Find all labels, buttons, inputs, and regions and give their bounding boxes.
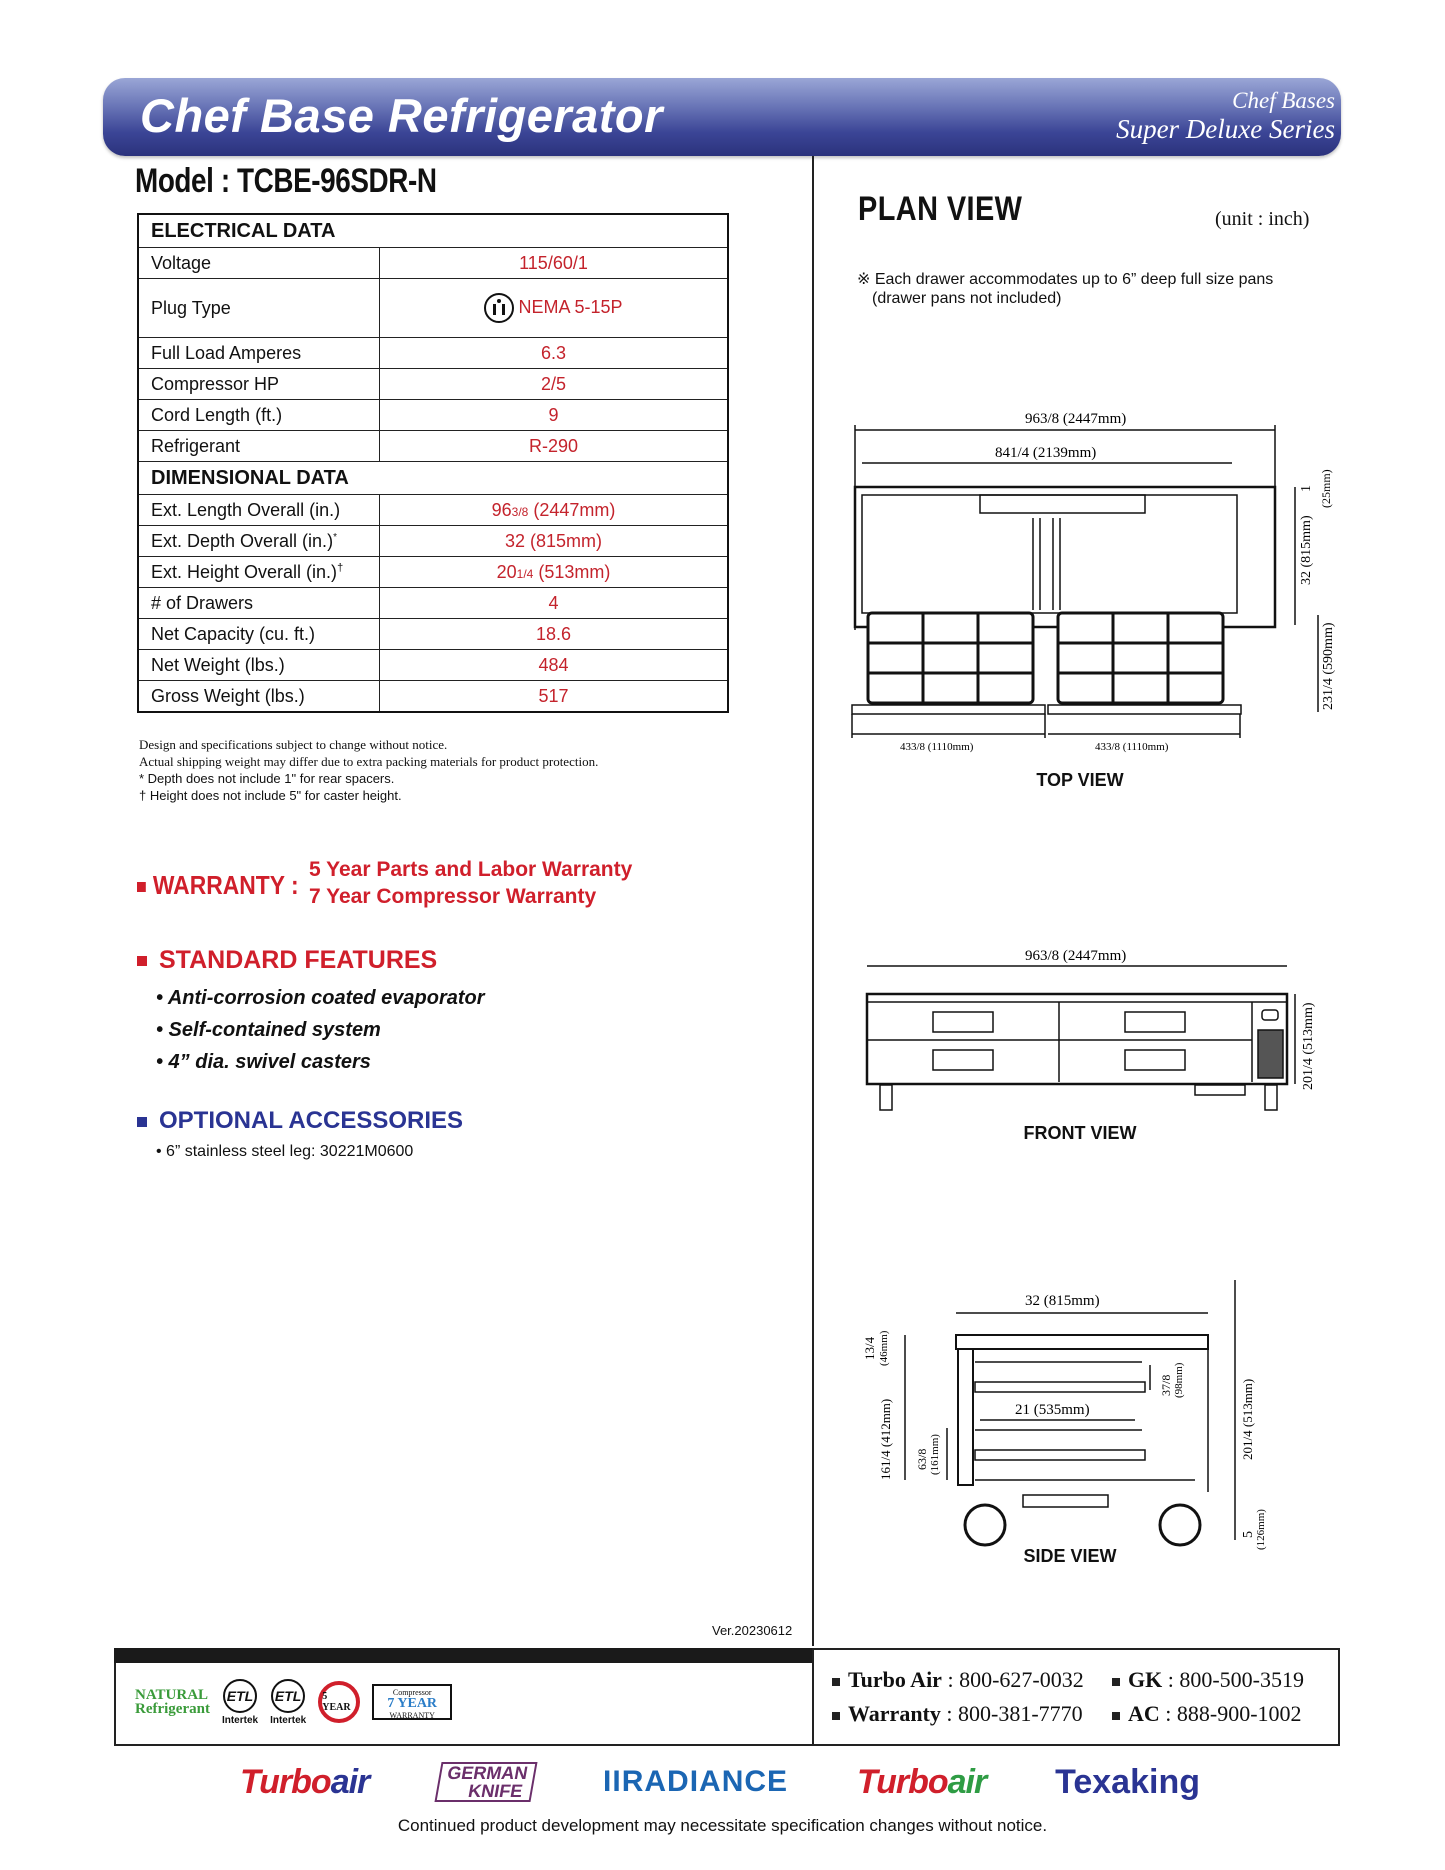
value-fraction: 3/8 (511, 504, 529, 519)
list-item: • 6” stainless steel leg: 30221M0600 (156, 1143, 414, 1160)
spec-value (380, 495, 729, 526)
footnote-mark: * (333, 531, 337, 543)
logo-text: 5 YEAR (322, 1691, 351, 1713)
spec-label: Gross Weight (lbs.) (138, 681, 380, 713)
contact-name: GK (1128, 1667, 1163, 1692)
version-label: Ver.20230612 (712, 1623, 793, 1638)
spec-label (138, 557, 380, 588)
cetlus-logo (270, 1679, 306, 1726)
footer-divider (812, 1648, 814, 1746)
dim-front-height: 201/4 (513mm) (1301, 1002, 1316, 1090)
spec-value: R-290 (380, 431, 729, 462)
certification-logos (135, 1672, 452, 1732)
plug-icon (484, 293, 514, 323)
plan-note (857, 270, 1273, 308)
seven-year-warranty-badge (372, 1684, 452, 1720)
spec-value: 4 (380, 588, 729, 619)
value-mm: (2447mm) (528, 499, 616, 520)
logo-text: Turbo (240, 1762, 331, 1801)
table-row (138, 279, 728, 338)
top-view-drawing (840, 400, 1340, 800)
turbo-air-system-logo (857, 1763, 986, 1802)
contact-phone: : 888-900-1002 (1159, 1701, 1302, 1726)
table-row (138, 681, 728, 713)
heading-text: STANDARD FEATURES (159, 946, 438, 974)
contact-item (832, 1697, 1094, 1731)
value-whole: 96 (491, 499, 512, 520)
contact-phone: : 800-381-7770 (940, 1701, 1083, 1726)
logo-text: Compressor (392, 1688, 432, 1697)
table-row (138, 588, 728, 619)
warranty-lines (309, 856, 632, 910)
spec-table (137, 213, 729, 713)
bullet-square-icon (1112, 1712, 1120, 1720)
spec-label: # of Drawers (138, 588, 380, 619)
standard-features-list (156, 982, 485, 1078)
series-line-1: Chef Bases (1232, 88, 1335, 113)
spec-label: Full Load Amperes (138, 338, 380, 369)
logo-text: GERMAN (445, 1763, 530, 1783)
dim-overall-length: 963/8 (2447mm) (1025, 411, 1127, 427)
column-divider (812, 156, 814, 1646)
spec-label: Voltage (138, 248, 380, 279)
dim-caster-mm: (126mm) (1255, 1509, 1267, 1550)
tagline: Continued product development may necessitate specification changes without notice. (397, 1816, 1048, 1835)
value-whole: 20 (496, 561, 517, 582)
contact-item (832, 1663, 1094, 1697)
unit-label: (unit : inch) (1215, 208, 1310, 230)
spec-value: 517 (380, 681, 729, 713)
series-line-2: Super Deluxe Series (1116, 114, 1335, 144)
plug-type-value: NEMA 5-15P (518, 296, 623, 317)
cetlus-icon: ETL (271, 1679, 305, 1713)
table-row (138, 650, 728, 681)
logo-text: Intertek (221, 1714, 259, 1726)
heading-text: OPTIONAL ACCESSORIES (159, 1107, 464, 1134)
bullet-square-icon (137, 882, 146, 892)
dim-front-length: 963/8 (2447mm) (1025, 948, 1127, 964)
dim-pan-height: 37/8 (1159, 1374, 1173, 1396)
front-view-label: FRONT VIEW (1023, 1123, 1137, 1143)
dim-pan-height-mm: (98mm) (1173, 1362, 1185, 1398)
contact-list (832, 1663, 1332, 1731)
radiance-logo: IIRADIANCE (603, 1765, 789, 1798)
dim-side-depth: 32 (815mm) (1025, 1293, 1100, 1309)
table-row (138, 495, 728, 526)
warranty-line: 5 Year Parts and Labor Warranty (309, 858, 633, 881)
spec-label (138, 526, 380, 557)
spec-value: 18.6 (380, 619, 729, 650)
texaking-logo: Texaking (1055, 1762, 1200, 1801)
side-view-label: SIDE VIEW (1023, 1546, 1117, 1566)
side-view-drawing (850, 1280, 1280, 1580)
table-row (138, 431, 728, 462)
model-number: Model : TCBE-96SDR-N (135, 162, 437, 200)
dim-left-section: 433/8 (1110mm) (900, 741, 974, 753)
bullet-square-icon (137, 956, 147, 966)
logo-text: air (947, 1762, 987, 1801)
five-year-warranty-badge (318, 1681, 360, 1723)
brand-logos (240, 1762, 1200, 1802)
spec-value: 9 (380, 400, 729, 431)
logo-text: air (330, 1762, 370, 1801)
spec-label: Refrigerant (138, 431, 380, 462)
spec-value: 6.3 (380, 338, 729, 369)
logo-text: KNIFE (466, 1781, 525, 1801)
dim-rear-spacer: 1 (1299, 485, 1314, 492)
list-item: • Self-contained system (156, 1019, 381, 1041)
bullet-square-icon (1112, 1678, 1120, 1686)
logo-text: 7 YEAR (387, 1696, 438, 1711)
warranty-heading (137, 870, 299, 901)
label-text: Ext. Height Overall (in.) (151, 561, 338, 582)
german-knife-logo (435, 1762, 538, 1802)
etl-icon: ETL (223, 1679, 257, 1713)
dim-drawer-depth: 21 (535mm) (1015, 1402, 1090, 1418)
note-line: (drawer pans not included) (872, 290, 1062, 307)
spec-value: 115/60/1 (380, 248, 729, 279)
logo-text: Intertek (270, 1714, 307, 1726)
spec-label: Compressor HP (138, 369, 380, 400)
dim-inner-length: 841/4 (2139mm) (995, 445, 1097, 461)
turbo-air-logo (240, 1763, 369, 1802)
spec-label: Plug Type (138, 279, 380, 338)
list-item: • Anti-corrosion coated evaporator (156, 987, 485, 1009)
value-mm: (513mm) (533, 561, 611, 582)
footer-black-bar (114, 1648, 812, 1663)
warranty-label: WARRANTY : (152, 870, 299, 900)
list-item: • 4” dia. swivel casters (156, 1051, 371, 1073)
note-line: † Height does not include 5" for caster height. (139, 788, 402, 803)
spec-value (380, 557, 729, 588)
electrical-data-heading: ELECTRICAL DATA (138, 214, 728, 248)
note-line: Design and specifications subject to change without notice. (139, 737, 448, 752)
table-row (138, 526, 728, 557)
spec-value: 2/5 (380, 369, 729, 400)
contact-item (1112, 1663, 1332, 1697)
table-row (138, 400, 728, 431)
footnote-mark: † (337, 561, 344, 574)
table-row (138, 338, 728, 369)
page-title: Chef Base Refrigerator (140, 89, 663, 142)
logo-text: NATURAL (135, 1687, 209, 1703)
dim-caster: 5 (1241, 1531, 1256, 1538)
dim-rear-spacer-mm: (25mm) (1319, 469, 1333, 508)
spec-value: 32 (815mm) (380, 526, 729, 557)
dimensional-data-heading: DIMENSIONAL DATA (138, 462, 728, 495)
dim-side-height: 201/4 (513mm) (1240, 1378, 1255, 1460)
spec-value (380, 279, 729, 338)
bullet-square-icon (137, 1117, 147, 1127)
series-label (1116, 88, 1335, 144)
contact-name: Turbo Air (848, 1667, 942, 1692)
dim-right-section: 433/8 (1110mm) (1095, 741, 1169, 753)
dim-drawer-height: 161/4 (412mm) (878, 1398, 893, 1480)
front-view-drawing (850, 930, 1316, 1130)
table-row (138, 619, 728, 650)
optional-accessories-list (156, 1143, 413, 1161)
natural-refrigerant-logo (135, 1688, 210, 1716)
logo-text: WARRANTY (389, 1711, 435, 1720)
note-line: * Depth does not include 1" for rear spacers. (139, 771, 395, 786)
spec-label: Ext. Length Overall (in.) (138, 495, 380, 526)
contact-phone: : 800-500-3519 (1162, 1667, 1304, 1692)
table-row (138, 248, 728, 279)
dim-top-thickness: 13/4 (862, 1336, 877, 1360)
label-text: Ext. Depth Overall (in.) (151, 530, 334, 551)
dim-lower-drawer-mm: (161mm) (929, 1434, 941, 1475)
spec-label: Net Weight (lbs.) (138, 650, 380, 681)
standard-features-heading (137, 946, 437, 975)
spec-notes (139, 736, 598, 804)
dim-lower-drawer: 63/8 (915, 1448, 929, 1470)
logo-text: Refrigerant (135, 1701, 210, 1717)
dim-top-thickness-mm: (46mm) (878, 1330, 890, 1366)
optional-accessories-heading (137, 1107, 463, 1135)
value-fraction: 1/4 (516, 566, 534, 581)
bullet-square-icon (832, 1712, 840, 1720)
note-line: ※ Each drawer accommodates up to 6” deep full size pans (857, 271, 1274, 288)
spec-label: Cord Length (ft.) (138, 400, 380, 431)
bullet-square-icon (832, 1678, 840, 1686)
table-row (138, 369, 728, 400)
logo-text: Turbo (856, 1762, 948, 1801)
spec-value: 484 (380, 650, 729, 681)
contact-name: Warranty (848, 1701, 941, 1726)
table-row (138, 557, 728, 588)
note-line: Actual shipping weight may differ due to extra packing materials for product protection. (139, 754, 599, 769)
top-view-label: TOP VIEW (1036, 770, 1124, 790)
plan-view-title: PLAN VIEW (858, 190, 1023, 228)
etl-logo (222, 1679, 258, 1726)
contact-phone: : 800-627-0032 (941, 1667, 1084, 1692)
contact-item (1112, 1697, 1332, 1731)
dim-depth: 32 (815mm) (1299, 515, 1314, 585)
contact-name: AC (1128, 1701, 1160, 1726)
spec-label: Net Capacity (cu. ft.) (138, 619, 380, 650)
dim-drawer-extension: 231/4 (590mm) (1321, 622, 1336, 710)
warranty-line: 7 Year Compressor Warranty (309, 885, 597, 908)
